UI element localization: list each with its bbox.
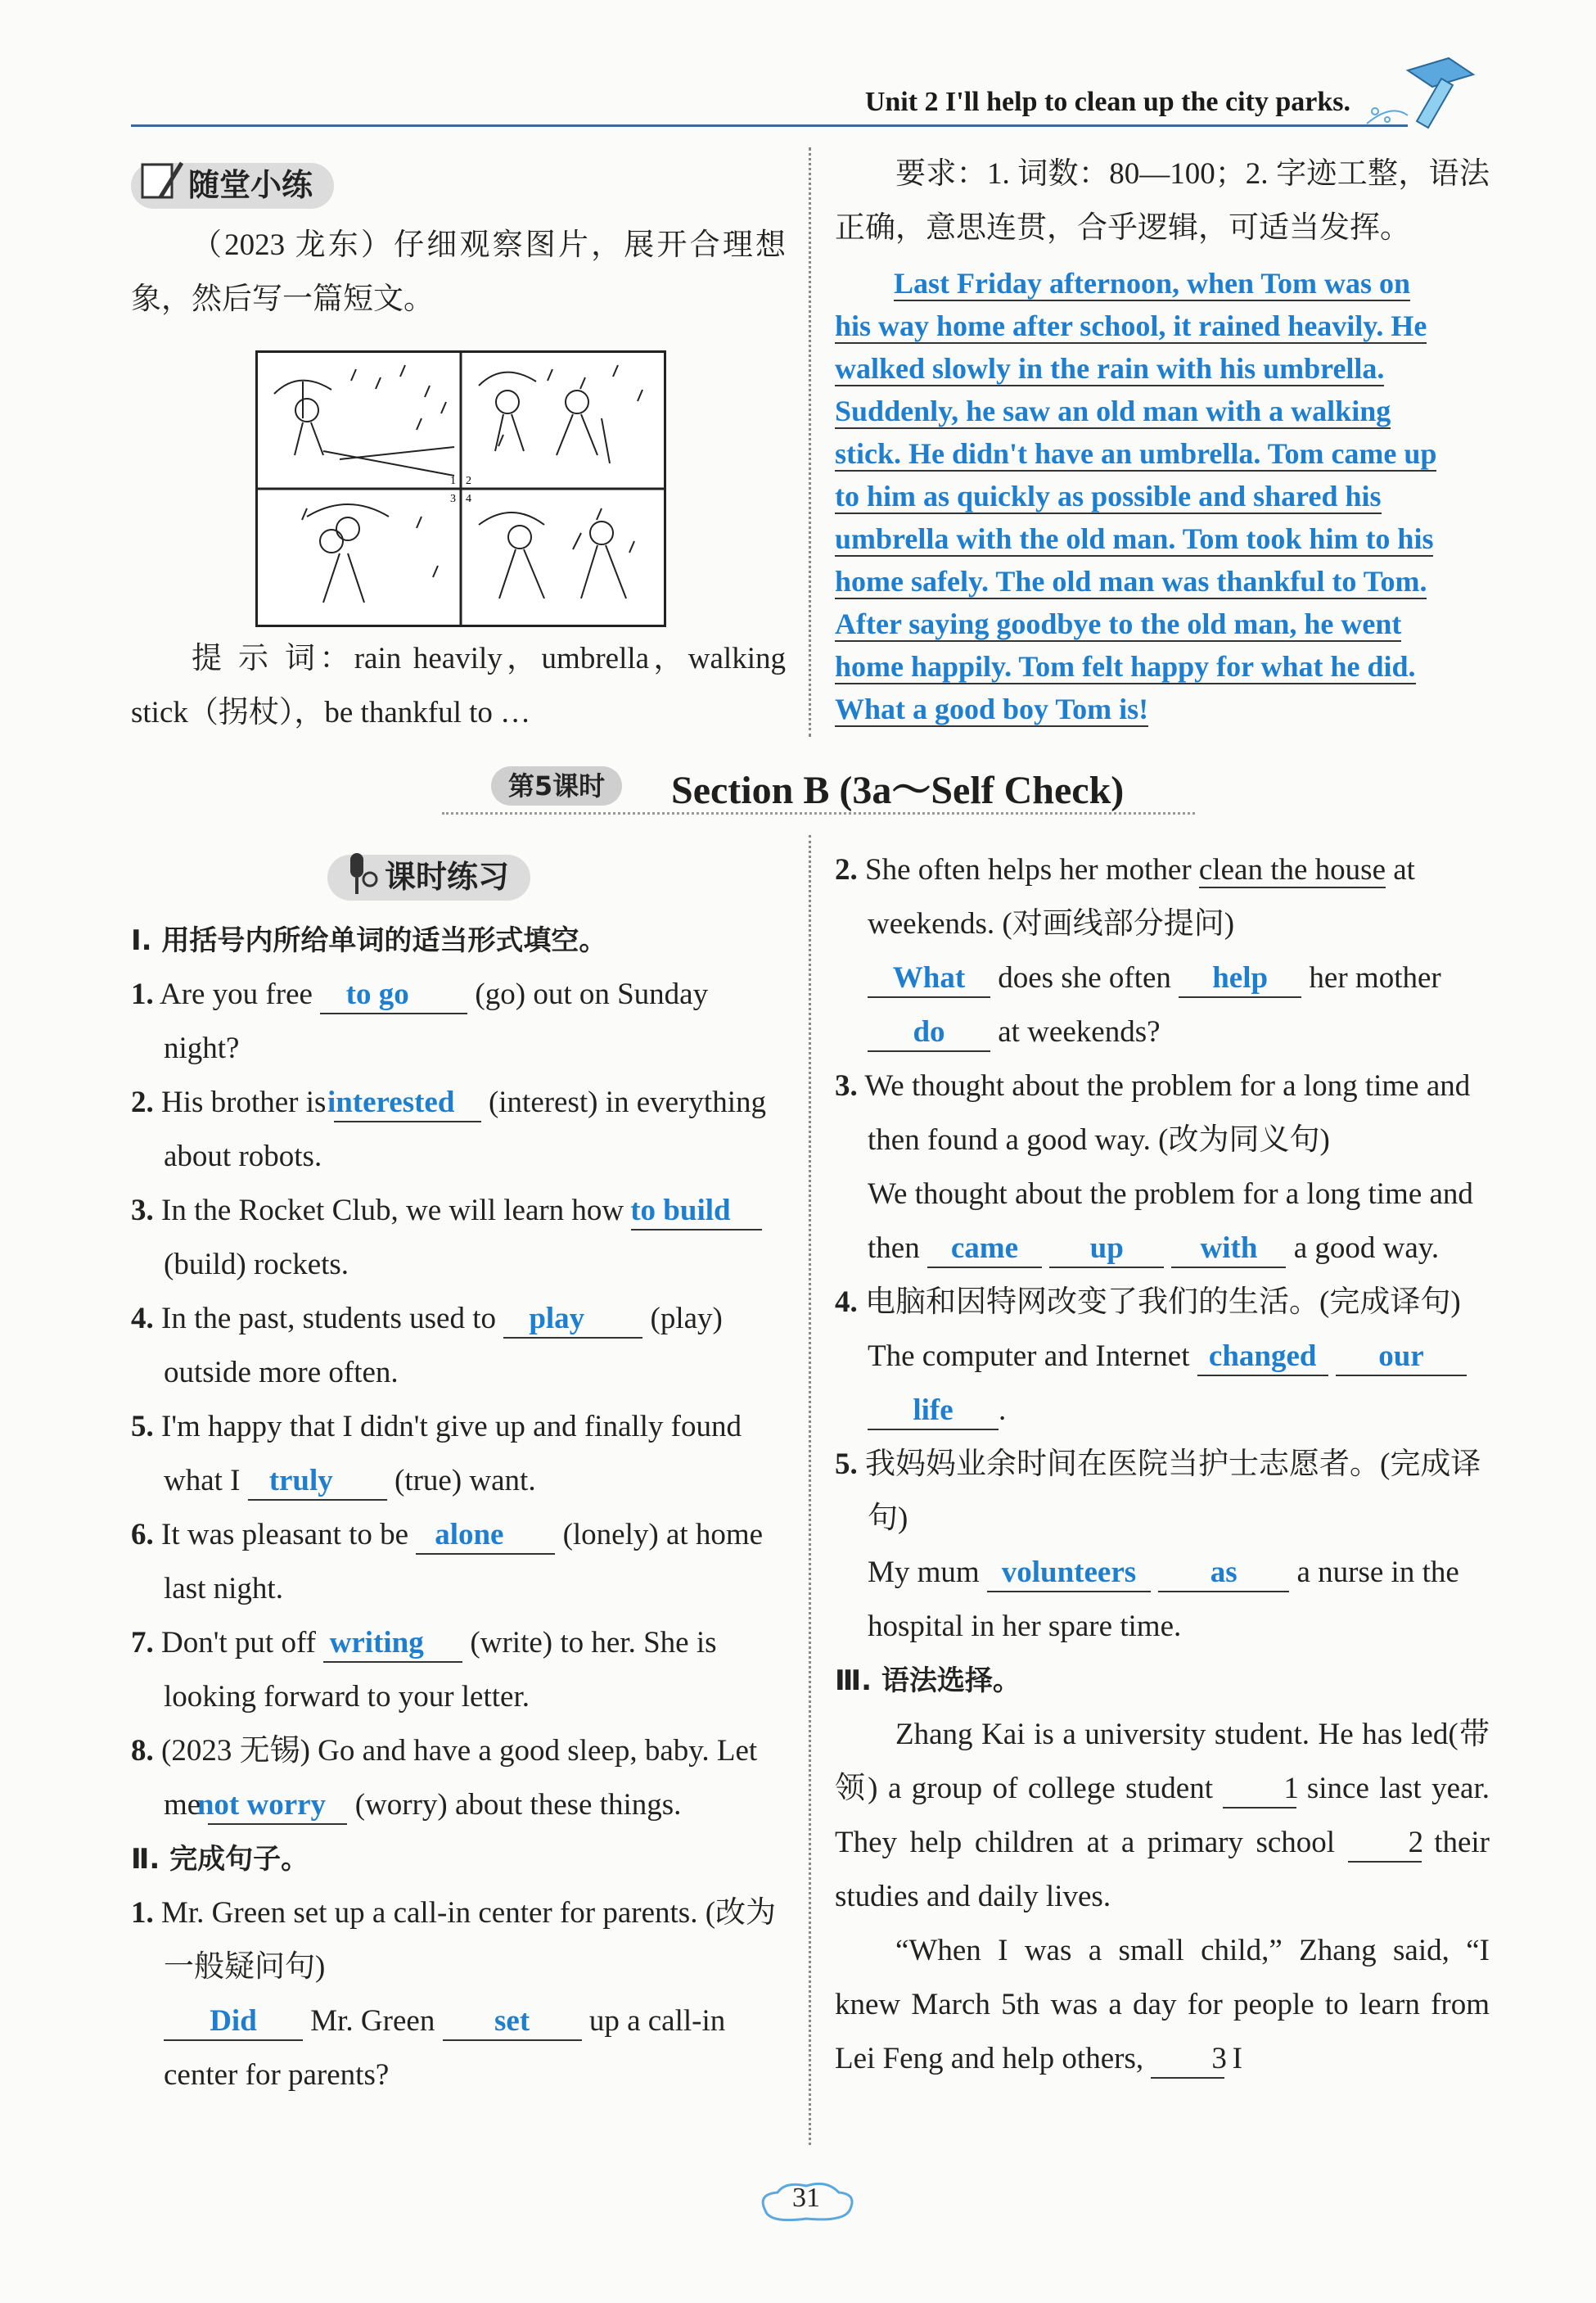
answer-blank: writing bbox=[323, 1625, 462, 1663]
essay-line: home happily. Tom felt happy for what he did. bbox=[835, 650, 1416, 683]
answer-blank: to build bbox=[631, 1193, 762, 1231]
sentence-item: 2. She often helps her mother clean the house at weekends. (对画线部分提问) bbox=[835, 853, 1415, 941]
sentence-answer: The computer and Internet changed our life . bbox=[835, 1330, 1490, 1438]
column-divider bbox=[809, 147, 811, 737]
notebook-pen-icon bbox=[136, 156, 185, 205]
section-dotted-rule bbox=[442, 812, 1195, 815]
fill-item: 7. Don't put off writing (write) to her. She is looking forward to your letter. bbox=[131, 1626, 717, 1714]
answer-blank: our bbox=[1336, 1339, 1467, 1376]
underlined-phrase: clean the house bbox=[1198, 853, 1386, 887]
column-divider bbox=[809, 835, 811, 2145]
answer-blank: alone bbox=[416, 1517, 555, 1555]
left-exercises bbox=[131, 851, 786, 2102]
essay-line: After saying goodbye to the old man, he went bbox=[835, 607, 1402, 640]
sentence-answer: What does she often help her mother do at weekends? bbox=[835, 951, 1490, 1059]
panel-number-1: 1 bbox=[450, 475, 456, 487]
lesson-banner bbox=[327, 855, 530, 901]
part1-heading: Ⅰ. 用括号内所给单词的适当形式填空。 bbox=[131, 924, 607, 957]
fill-item: 3. In the Rocket Club, we will learn how to build (build) rockets. bbox=[131, 1184, 786, 1292]
answer-blank: volunteers bbox=[987, 1555, 1151, 1592]
essay-line: What a good boy Tom is! bbox=[835, 693, 1149, 725]
answer-blank: not worry bbox=[208, 1787, 347, 1825]
hint-block bbox=[131, 632, 786, 740]
part2-heading: Ⅱ. 完成句子。 bbox=[131, 1843, 309, 1876]
answer-blank: play bbox=[503, 1301, 642, 1339]
cloze-blank: 1 bbox=[1223, 1771, 1296, 1809]
answer-blank: Did bbox=[164, 2003, 303, 2041]
cloze-blank: 3 bbox=[1151, 2041, 1224, 2079]
essay-line: his way home after school, it rained heavily. He bbox=[835, 309, 1427, 342]
sentence-answer: We thought about the problem for a long time and then came up with a good way. bbox=[835, 1167, 1490, 1276]
answer-blank: changed bbox=[1197, 1339, 1328, 1376]
section-title: Section B (3a～Self Check) bbox=[671, 769, 1125, 812]
graduation-pencil-icon bbox=[1359, 54, 1481, 136]
fill-item: 4. In the past, students used to play (play) outside more often. bbox=[131, 1302, 723, 1389]
answer-blank: set bbox=[443, 2003, 582, 2041]
essay-line: umbrella with the old man. Tom took him to his bbox=[835, 522, 1434, 555]
essay-line: to him as quickly as possible and shared his bbox=[835, 480, 1382, 513]
sentence-item: 1. Mr. Green set up a call-in center for parents. (改为一般疑问句) bbox=[131, 1896, 777, 1984]
practice-banner-label: 随堂小练 bbox=[188, 169, 313, 203]
essay-line: walked slowly in the rain with his umbrella. bbox=[835, 352, 1385, 385]
answer-blank: life bbox=[868, 1393, 999, 1430]
sentence-answer: Did Mr. Green set up a call-in center for parents? bbox=[164, 2004, 726, 2092]
essay-line: home safely. The old man was thankful to Tom. bbox=[835, 565, 1427, 598]
answer-blank: interested bbox=[334, 1085, 481, 1122]
answer-blank: came bbox=[927, 1231, 1042, 1268]
four-panel-illustration bbox=[255, 350, 666, 627]
answer-blank: up bbox=[1049, 1231, 1164, 1268]
essay-line: stick. He didn't have an umbrella. Tom came up bbox=[835, 437, 1437, 470]
fill-item: 5. I'm happy that I didn't give up and finally found what I truly (true) want. bbox=[131, 1400, 786, 1508]
sample-essay bbox=[835, 262, 1490, 730]
microphone-icon bbox=[332, 848, 381, 897]
practice-block bbox=[131, 160, 786, 327]
lesson-banner-label: 课时练习 bbox=[385, 860, 510, 895]
fill-item: 2. His brother is interested (interest) in everything about robots. bbox=[131, 1086, 766, 1173]
requirement-text: 要求：1. 词数：80—100；2. 字迹工整，语法正确，意思连贯，合乎逻辑，可适当发挥。 bbox=[835, 157, 1490, 245]
sentence-answer: My mum volunteers as a nurse in the hospital in her spare time. bbox=[868, 1556, 1459, 1643]
sentence-item: 4. 电脑和因特网改变了我们的生活。(完成译句) bbox=[835, 1285, 1461, 1319]
answer-blank: help bbox=[1179, 960, 1301, 998]
answer-blank: truly bbox=[248, 1463, 387, 1501]
part3-heading: Ⅲ. 语法选择。 bbox=[835, 1664, 1021, 1697]
answer-blank: to go bbox=[320, 977, 467, 1014]
fill-item: 8. (2023 无锡) Go and have a good sleep, baby. Let me not worry (worry) about these things. bbox=[131, 1724, 786, 1832]
practice-intro: （2023 龙东）仔细观察图片，展开合理想象，然后写一篇短文。 bbox=[131, 228, 786, 316]
answer-blank: What bbox=[868, 960, 990, 998]
lesson-tag: 第5课时 bbox=[491, 766, 622, 806]
page-number: 31 bbox=[792, 2183, 820, 2213]
panel-number-2: 2 bbox=[466, 475, 471, 487]
cloze-paragraph: “When I was a small child,” Zhang said, “I knew March 5th was a day for people to learn from Lei Feng and help others, 3 I bbox=[835, 1924, 1490, 2086]
answer-blank: with bbox=[1171, 1231, 1286, 1268]
cloze-paragraph: Zhang Kai is a university student. He has led(带领) a group of college student 1 since last year. They help children at a primary school 2 their studies and daily lives. bbox=[835, 1718, 1490, 1913]
running-header bbox=[131, 79, 1490, 128]
answer-blank: as bbox=[1158, 1555, 1289, 1592]
section-title-bar bbox=[442, 753, 1195, 819]
cloze-blank: 2 bbox=[1348, 1825, 1422, 1863]
fill-item: 6. It was pleasant to be alone (lonely) at home last night. bbox=[131, 1518, 764, 1605]
unit-title: Unit 2 I'll help to clean up the city parks. bbox=[864, 87, 1350, 117]
essay-line: Last Friday afternoon, when Tom was on bbox=[894, 267, 1411, 300]
fill-item: 1. Are you free to go (go) out on Sunday night? bbox=[131, 978, 709, 1065]
header-rule bbox=[131, 124, 1408, 127]
practice-banner bbox=[131, 163, 334, 209]
panel-number-3: 3 bbox=[450, 493, 456, 505]
answer-blank: do bbox=[868, 1014, 990, 1052]
essay-block bbox=[835, 147, 1490, 730]
panel-number-4: 4 bbox=[466, 493, 471, 505]
essay-line: Suddenly, he saw an old man with a walking bbox=[835, 395, 1391, 427]
right-exercises bbox=[835, 843, 1490, 2086]
practice-hint: 提 示 词：rain heavily，umbrella，walking stick（拐杖），be thankful to … bbox=[131, 642, 786, 729]
sentence-item: 5. 我妈妈业余时间在医院当护士志愿者。(完成译句) bbox=[835, 1447, 1481, 1535]
sentence-item: 3. We thought about the problem for a long time and then found a good way. (改为同义句) bbox=[835, 1069, 1471, 1157]
